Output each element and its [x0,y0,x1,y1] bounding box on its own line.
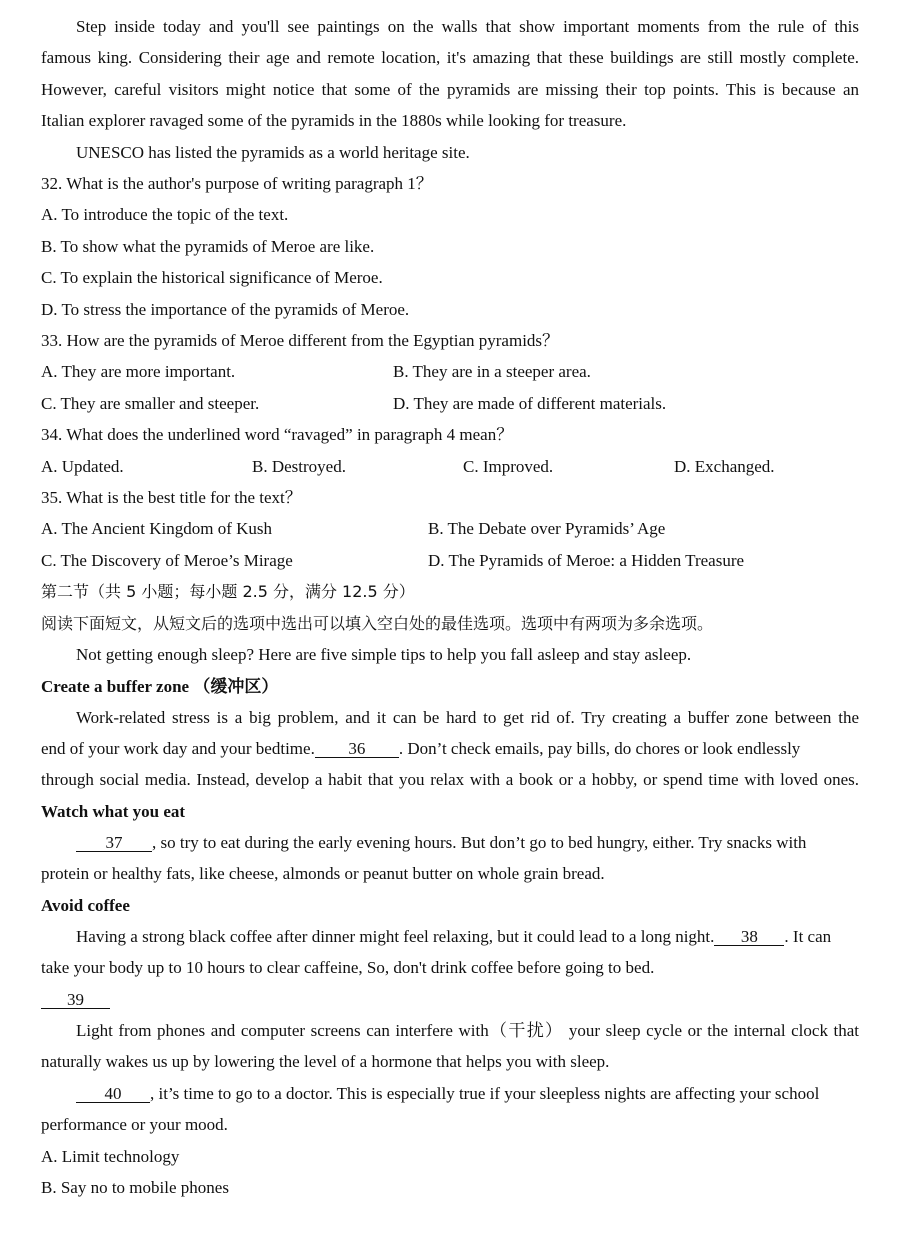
option-text: A. Updated. [41,457,124,476]
option-text: C. To explain the historical significance of Meroe. [41,268,383,287]
passage-line: through social media. Instead, develop a habit that you relax with a book or a hobby, or spend time with loved ones. [41,770,859,789]
option-text: A. They are more important. [41,362,236,381]
option-text: C. The Discovery of Meroe’s Mirage [41,551,293,570]
option-text: B. To show what the pyramids of Meroe are like. [41,237,375,256]
subheading: Avoid coffee [41,896,130,915]
option-text: B. They are in a steeper area. [393,362,591,381]
option-text: A. To introduce the topic of the text. [41,205,289,224]
section-heading: 第二节（共 5 小题；每小题 2.5 分，满分 12.5 分） [41,582,415,601]
passage-line: famous king. Considering their age and remote location, it's amazing that these buildings are still mostly complete. [41,48,859,67]
question-stem: 35. What is the best title for the text？ [41,488,302,507]
passage-line: UNESCO has listed the pyramids as a world heritage site. [76,143,470,162]
passage-line: Step inside today and you'll see paintings on the walls that show important moments from the rule of this [76,17,859,36]
option-text: D. Exchanged. [674,457,775,476]
blank-38: 38 [714,928,784,946]
passage-line [41,927,859,947]
passage-line: protein or healthy fats, like cheese, almonds or peanut butter on whole grain bread. [41,864,605,883]
passage-line: performance or your mood. [41,1115,228,1134]
question-stem: 32. What is the author's purpose of writing paragraph 1？ [41,174,433,193]
passage-text: , it’s time to go to a doctor. This is especially true if your sleepless nights are affecting your school [150,1084,820,1103]
option-text: D. The Pyramids of Meroe: a Hidden Treasure [428,551,745,570]
blank-37: 37 [76,834,152,852]
passage-text: Having a strong black coffee after dinner might feel relaxing, but it could lead to a long night. [76,927,715,946]
section-instruction: 阅读下面短文，从短文后的选项中选出可以填入空白处的最佳选项。选项中有两项为多余选项。 [41,614,714,633]
passage-line [41,990,859,1010]
option-text: B. Destroyed. [252,457,346,476]
passage-line [41,739,859,759]
option-text: D. To stress the importance of the pyramids of Meroe. [41,300,410,319]
passage-line: However, careful visitors might notice that some of the pyramids are missing their top points. This is because an [41,80,859,99]
passage-line: Work-related stress is a big problem, and it can be hard to get rid of. Try creating a buffer zone between the [76,708,859,727]
blank-39: 39 [41,991,110,1009]
option-text: B. Say no to mobile phones [41,1178,229,1197]
passage-line [41,1084,859,1104]
question-stem: 33. How are the pyramids of Meroe different from the Egyptian pyramids？ [41,331,560,350]
passage-text: end of your work day and your bedtime. [41,739,315,758]
subheading: Create a buffer zone （缓冲区） [41,677,279,696]
option-text: C. Improved. [463,457,554,476]
passage-line: take your body up to 10 hours to clear caffeine, So, don't drink coffee before going to bed. [41,958,655,977]
passage-text: . It can [784,927,832,946]
option-text: A. The Ancient Kingdom of Kush [41,519,273,538]
passage-line: naturally wakes us up by lowering the level of a hormone that helps you with sleep. [41,1052,610,1071]
option-text: D. They are made of different materials. [393,394,667,413]
passage-line: Light from phones and computer screens can interfere with（干扰） your sleep cycle or the internal clock that [76,1021,859,1040]
passage-line: Italian explorer ravaged some of the pyramids in the 1880s while looking for treasure. [41,111,627,130]
passage-intro: Not getting enough sleep? Here are five simple tips to help you fall asleep and stay asleep. [76,645,692,664]
blank-36: 36 [315,740,399,758]
passage-line [41,833,859,853]
blank-40: 40 [76,1085,150,1103]
question-stem: 34. What does the underlined word “ravaged” in paragraph 4 mean？ [41,425,514,444]
passage-text: , so try to eat during the early evening hours. But don’t go to bed hungry, either. Try snacks with [152,833,807,852]
subheading: Watch what you eat [41,802,186,821]
option-text: C. They are smaller and steeper. [41,394,260,413]
option-text: A. Limit technology [41,1147,180,1166]
passage-text: . Don’t check emails, pay bills, do chores or look endlessly [398,739,801,758]
option-text: B. The Debate over Pyramids’ Age [428,519,666,538]
